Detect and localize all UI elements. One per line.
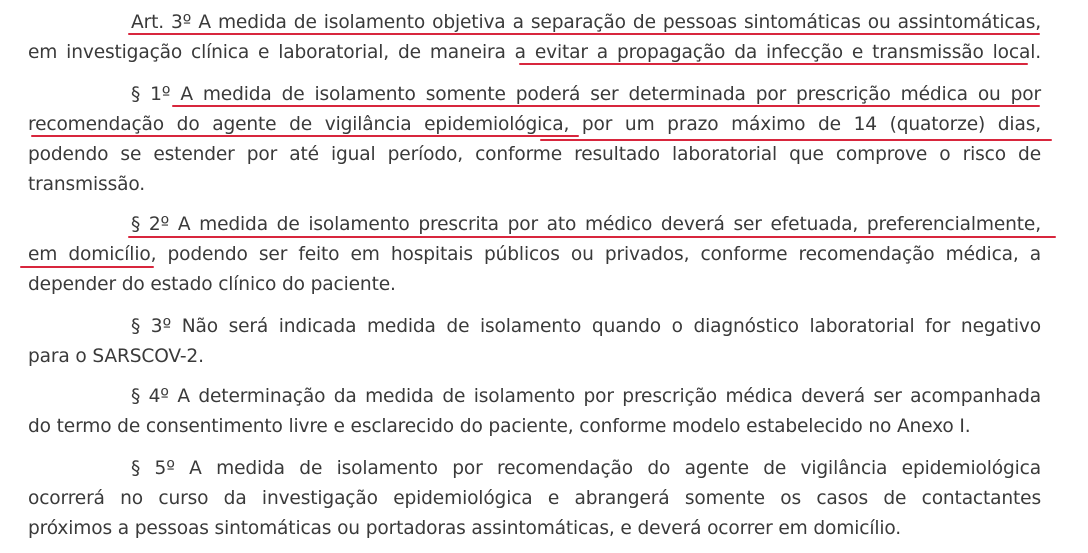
article-3-line-1: Art. 3º A medida de isolamento objetiva a separação de pessoas sintomáticas ou assintomáticas, — [131, 12, 1041, 33]
underline-annotation — [128, 33, 1040, 35]
paragraph-1-line-3: podendo se estender por até igual período, conforme resultado laboratorial que comprove o risco de — [28, 144, 1041, 165]
paragraph-1-line-1: § 1º A medida de isolamento somente poderá ser determinada por prescrição médica ou por — [131, 84, 1041, 105]
paragraph-1-line-2: recomendação do agente de vigilância epidemiológica, por um prazo máximo de 14 (quatorze) dias, — [28, 114, 1041, 135]
paragraph-2-line-3: depender do estado clínico do paciente. — [28, 274, 396, 295]
paragraph-2-line-2: em domicílio, podendo ser feito em hospitais públicos ou privados, conforme recomendação médica, a — [28, 244, 1041, 265]
underline-annotation — [128, 236, 1056, 238]
article-3-line-2: em investigação clínica e laboratorial, de maneira a evitar a propagação da infecção e transmissão local. — [28, 42, 1041, 63]
paragraph-5-line-1: § 5º A medida de isolamento por recomendação do agente de vigilância epidemiológica — [131, 458, 1041, 479]
paragraph-4-line-1: § 4º A determinação da medida de isolamento por prescrição médica deverá ser acompanhada — [131, 386, 1041, 407]
paragraph-2-line-1: § 2º A medida de isolamento prescrita por ato médico deverá ser efetuada, preferencialmente, — [131, 214, 1041, 235]
paragraph-4-line-2: do termo de consentimento livre e esclarecido do paciente, conforme modelo estabelecido no Anexo I. — [28, 416, 971, 437]
paragraph-3-line-1: § 3º Não será indicada medida de isolamento quando o diagnóstico laboratorial for negativo — [131, 316, 1041, 337]
underline-annotation — [31, 135, 579, 137]
paragraph-5-line-3: próximos a pessoas sintomáticas ou portadoras assintomáticas, e deverá ocorrer em domicílio. — [28, 518, 902, 539]
underline-annotation — [172, 105, 1040, 107]
paragraph-5-line-2: ocorrerá no curso da investigação epidemiológica e abrangerá somente os casos de contactantes — [28, 488, 1041, 509]
underline-annotation — [20, 266, 154, 268]
underline-annotation — [519, 63, 1028, 65]
paragraph-1-line-4: transmissão. — [28, 174, 146, 195]
paragraph-3-line-2: para o SARSCOV-2. — [28, 346, 204, 367]
underline-annotation — [540, 139, 1052, 141]
